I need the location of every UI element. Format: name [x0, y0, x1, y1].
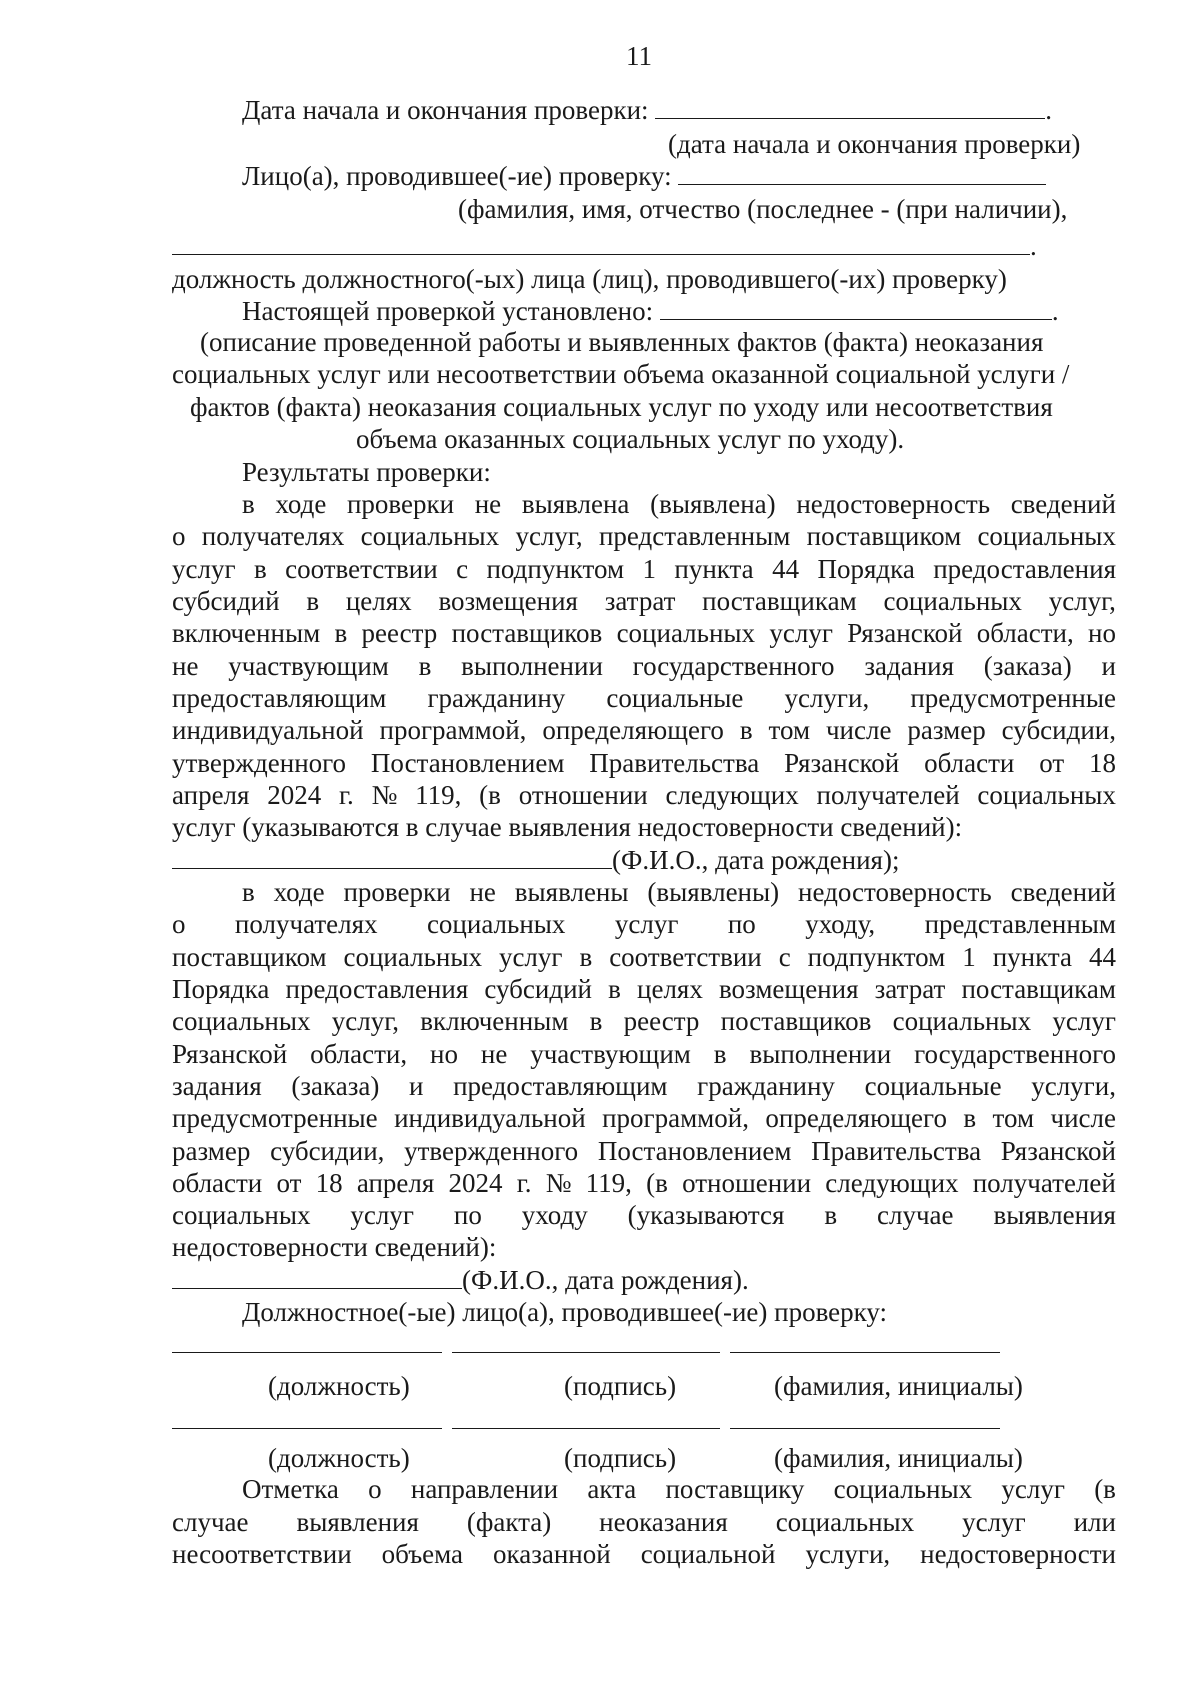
results-paragraph-2-text: в ходе проверки не выявлены (выявлены) недостоверность сведений [242, 877, 1116, 907]
results-paragraph-1-text: не участвующим в выполнении государственного задания (заказа) и [172, 651, 1116, 681]
footer-paragraph-text: Отметка о направлении акта поставщику социальных услуг (в [242, 1474, 1116, 1504]
findings-field [242, 295, 1059, 327]
results-paragraph-2-text: предусмотренные индивидуальной программой, определяющего в том числе [172, 1103, 1116, 1133]
results-paragraph-1-text: услуг в соответствии с подпунктом 1 пункта 44 Порядка предоставления [172, 554, 1116, 584]
results-paragraph-1-text: включенным в реестр поставщиков социальных услуг Рязанской области, но [172, 618, 1116, 648]
fio-field-2 [172, 1264, 749, 1296]
findings-caption-line: объема оказанных социальных услуг по уходу). [356, 424, 905, 454]
footer-paragraph-line [172, 1538, 1116, 1570]
page-number: 11 [626, 41, 652, 71]
results-paragraph-2-line [172, 1102, 1116, 1134]
signature-line-position-2 [172, 1428, 442, 1429]
signature-line-name-1 [730, 1352, 1000, 1353]
fio-caption-1: (Ф.И.О., дата рождения); [612, 845, 900, 875]
results-paragraph-1-text: апреля 2024 г. № 119, (в отношении следующих получателей социальных [172, 780, 1116, 810]
results-paragraph-2-line [172, 908, 1116, 940]
results-paragraph-1-text: утвержденного Постановлением Правительства Рязанской области от 18 [172, 748, 1116, 778]
results-paragraph-1-line [172, 714, 1116, 746]
results-paragraph-2-text: задания (заказа) и предоставляющим гражданину социальные услуги, [172, 1071, 1116, 1101]
results-paragraph-1-line [172, 650, 1116, 682]
results-paragraph-1-text: субсидий в целях возмещения затрат поставщикам социальных услуг, [172, 586, 1116, 616]
results-paragraph-1-line [172, 617, 1116, 649]
findings-caption-line: фактов (факта) неоказания социальных услуг по уходу или несоответствия [190, 392, 1053, 422]
dates-end: . [1045, 95, 1053, 125]
results-paragraph-1-text: предоставляющим гражданину социальные услуги, предусмотренные [172, 683, 1116, 713]
footer-paragraph-line [172, 1506, 1116, 1538]
signature-line-position-1 [172, 1352, 442, 1353]
findings-end: . [1051, 296, 1059, 326]
signature-caption-position: (должность) [268, 1443, 410, 1473]
footer-paragraph-text: несоответствии объема оказанной социальной услуги, недостоверности [172, 1539, 1116, 1569]
findings-caption-line: (описание проведенной работы и выявленных фактов (факта) неоказания [200, 327, 1044, 357]
results-paragraph-2-line [172, 1167, 1116, 1199]
signature-line-name-2 [730, 1428, 1000, 1429]
results-paragraph-1-line [172, 747, 1116, 779]
results-paragraph-2-line [172, 973, 1116, 1005]
results-paragraph-2-line [172, 1070, 1116, 1102]
signature-caption-position: (должность) [268, 1371, 410, 1401]
signature-caption-signature: (подпись) [564, 1443, 677, 1473]
dates-caption: (дата начала и окончания проверки) [668, 129, 1081, 159]
inspector-label: Лицо(а), проводившее(-ие) проверку: [242, 161, 672, 191]
results-heading: Результаты проверки: [242, 457, 491, 487]
footer-paragraph-line [242, 1473, 1116, 1505]
results-paragraph-2-text: Рязанской области, но не участвующим в выполнении государственного [172, 1039, 1116, 1069]
fio-blank-2 [172, 1264, 462, 1289]
dates-label: Дата начала и окончания проверки: [242, 95, 649, 125]
results-paragraph-2-line [172, 1005, 1116, 1037]
results-paragraph-1-text: индивидуальной программой, определяющего в том числе размер субсидии, [172, 715, 1116, 745]
fio-caption-2: (Ф.И.О., дата рождения). [462, 1265, 749, 1295]
results-paragraph-2-text: о получателях социальных услуг по уходу, представленным [172, 909, 1116, 939]
inspector-line [172, 230, 1037, 262]
results-paragraph-2-line: недостоверности сведений): [172, 1232, 497, 1262]
findings-blank [660, 295, 1052, 320]
results-paragraph-2-text: области от 18 апреля 2024 г. № 119, (в отношении следующих получателей [172, 1168, 1116, 1198]
results-paragraph-2-line [172, 1135, 1116, 1167]
inspector-caption: (фамилия, имя, отчество (последнее - (при наличии), [458, 194, 1068, 224]
results-paragraph-2-text: социальных услуг по уходу (указываются в случае выявления [172, 1200, 1116, 1230]
position-caption: должность должностного(-ых) лица (лиц), проводившего(-их) проверку) [172, 264, 1007, 294]
results-paragraph-1-line [172, 553, 1116, 585]
signature-caption-name: (фамилия, инициалы) [774, 1371, 1023, 1401]
fio-blank-1 [172, 844, 612, 869]
results-paragraph-2-text: социальных услуг, включенным в реестр поставщиков социальных услуг [172, 1006, 1116, 1036]
dates-field [242, 94, 1052, 126]
findings-label: Настоящей проверкой установлено: [242, 296, 654, 326]
results-paragraph-1-line [172, 520, 1116, 552]
signature-caption-name: (фамилия, инициалы) [774, 1443, 1023, 1473]
signatures-heading: Должностное(-ые) лицо(а), проводившее(-ие) проверку: [242, 1297, 888, 1327]
results-paragraph-2-text: поставщиком социальных услуг в соответствии с подпунктом 1 пункта 44 [172, 942, 1116, 972]
results-paragraph-1-line [242, 488, 1116, 520]
fio-field-1 [172, 844, 899, 876]
results-paragraph-2-line [172, 1038, 1116, 1070]
inspector-field [242, 160, 1046, 192]
signature-line-signature-2 [452, 1428, 720, 1429]
inspector-blank [678, 160, 1046, 185]
results-paragraph-1-line [172, 682, 1116, 714]
dates-blank [655, 94, 1045, 119]
footer-paragraph-text: случае выявления (факта) неоказания социальных услуг или [172, 1507, 1116, 1537]
signature-line-signature-1 [452, 1352, 720, 1353]
results-paragraph-1-line: услуг (указываются в случае выявления недостоверности сведений): [172, 812, 963, 842]
signature-caption-signature: (подпись) [564, 1371, 677, 1401]
results-paragraph-2-line [172, 1199, 1116, 1231]
inspector-blank-2 [172, 230, 1030, 255]
results-paragraph-1-text: о получателях социальных услуг, представленным поставщиком социальных [172, 521, 1116, 551]
results-paragraph-2-line [242, 876, 1116, 908]
findings-caption-line: социальных услуг или несоответствии объема оказанной социальной услуги / [172, 359, 1070, 389]
results-paragraph-2-line [172, 941, 1116, 973]
results-paragraph-2-text: размер субсидии, утвержденного Постановлением Правительства Рязанской [172, 1136, 1116, 1166]
results-paragraph-2-text: Порядка предоставления субсидий в целях возмещения затрат поставщикам [172, 974, 1116, 1004]
results-paragraph-1-line [172, 779, 1116, 811]
results-paragraph-1-text: в ходе проверки не выявлена (выявлена) недостоверность сведений [242, 489, 1116, 519]
inspector-line-end: . [1030, 231, 1037, 261]
results-paragraph-1-line [172, 585, 1116, 617]
